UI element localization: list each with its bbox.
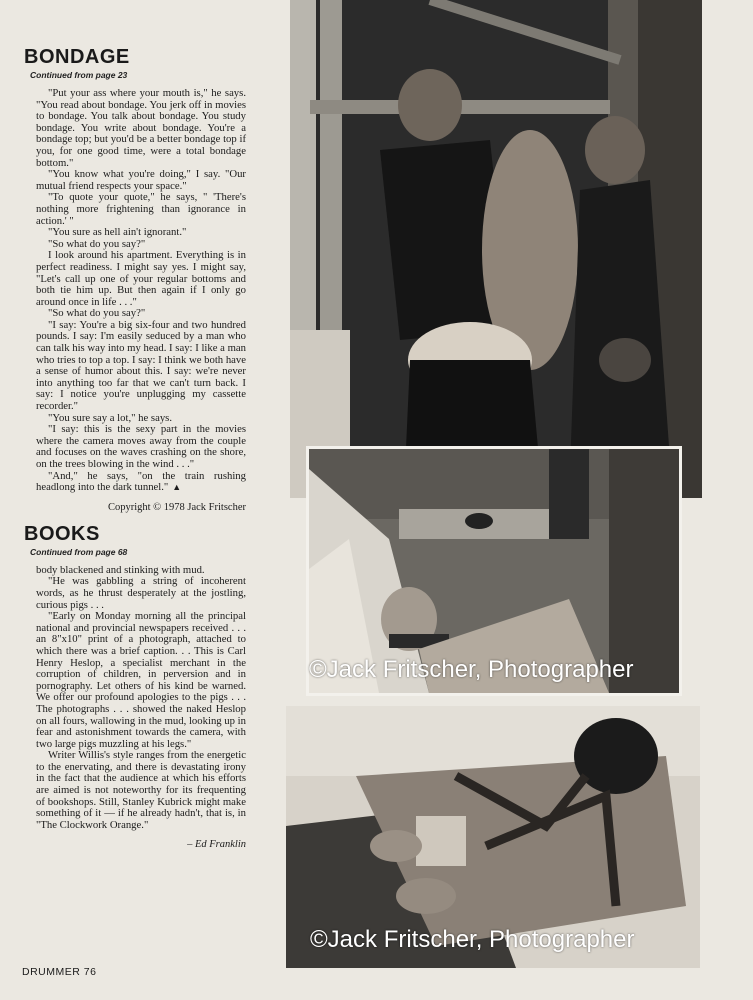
bondage-paragraph: I look around his apartment. Everything is in perfect readiness. I might say yes. I might say, "Let's call up one of your regular bottoms and both tie him up. But then again if I only go around once in life . . ." — [36, 249, 246, 308]
books-paragraph: "Early on Monday morning all the principal national and provincial newspapers received . . . an 8"x10" print of a photograph, attached to which there was a brief caption. . . This is Carl Henry Heslop, a specialist merchant in the corruption of children, in perversion and in pornography. Let others of his kind be warned. We offer our profound apologies to the pigs . . . The photographs . . . showed the naked Heslop on all fours, wallowing in the mud, looking up in fear and astonishment towards the camera, with two large pigs muzzling at his legs." — [36, 610, 246, 750]
books-first-line: body blackened and stinking with mud. — [36, 563, 205, 576]
books-heading: BOOKS — [24, 522, 100, 545]
text-column — [24, 46, 246, 850]
bondage-paragraph-text: "And," he says, "on the train rushing headlong into the dark tunnel." — [36, 469, 246, 494]
bondage-paragraph-last — [36, 471, 246, 494]
photo-top — [290, 0, 702, 498]
bondage-paragraph: "You sure as hell ain't ignorant." — [48, 226, 187, 239]
books-signoff: – Ed Franklin — [187, 839, 246, 851]
end-mark-icon: ▲ — [172, 482, 182, 493]
bondage-paragraph: "Put your ass where your mouth is," he says. "You read about bondage. You jerk off in movies to bondage. You talk about bondage. You study bondage. You write about bondage. You're a bondage top; but you'd be a better bondage top if you, for one good time, were a total bondage bottom." — [36, 87, 246, 169]
photographer-watermark: ©Jack Fritscher, Photographer — [310, 926, 635, 953]
page-footer: DRUMMER 76 — [22, 966, 97, 978]
books-continued-note: Continued from page 68 — [30, 546, 128, 557]
bondage-paragraph: "You know what you're doing," I say. "Our mutual friend respects your space." — [36, 168, 246, 192]
bondage-heading: BONDAGE — [24, 46, 130, 68]
bondage-continued-note: Continued from page 23 — [30, 70, 128, 80]
bondage-paragraph: "You sure say a lot," he says. — [48, 411, 173, 424]
bondage-paragraph: "I say: this is the sexy part in the movies where the camera moves away from the couple and focuses on the waves crashing on the shore, on the trees blowing in the wind . . ." — [36, 423, 246, 470]
bondage-article-body — [36, 88, 246, 494]
bondage-paragraph: "So what do you say?" — [48, 237, 146, 250]
copyright-line: Copyright © 1978 Jack Fritscher — [107, 501, 246, 513]
books-paragraph: "He was gabbling a string of incoherent words, as he thrust desperately at the jostling, curious pigs . . . — [36, 575, 246, 611]
bondage-paragraph: "So what do you say?" — [48, 307, 146, 320]
books-article-body — [36, 565, 246, 832]
bondage-paragraph: "I say: You're a big six-four and two hundred pounds. I say: I'm easily seduced by a man who can talk his way into my head. I say: I like a man who tries to top a top. I say: I think we both have a sense of humor about this. I say: we're never into anything too far that we can't turn back. I say: I notice you're unplugging my cassette recorder." — [36, 318, 246, 413]
bondage-paragraph: "To quote your quote," he says, " 'There's nothing more frightening than ignorance in action.' " — [36, 191, 246, 227]
books-paragraph: Writer Willis's style ranges from the energetic to the enervating, and there is devastating irony in the fact that the audience at which his efforts are aimed is not noteworthy for its frequenting of bookshops. Still, Stanley Kubrick might make something of it — if he already hadn't, that is, in "The Clockwork Orange." — [36, 749, 246, 831]
photographer-watermark: ©Jack Fritscher, Photographer — [309, 656, 634, 683]
